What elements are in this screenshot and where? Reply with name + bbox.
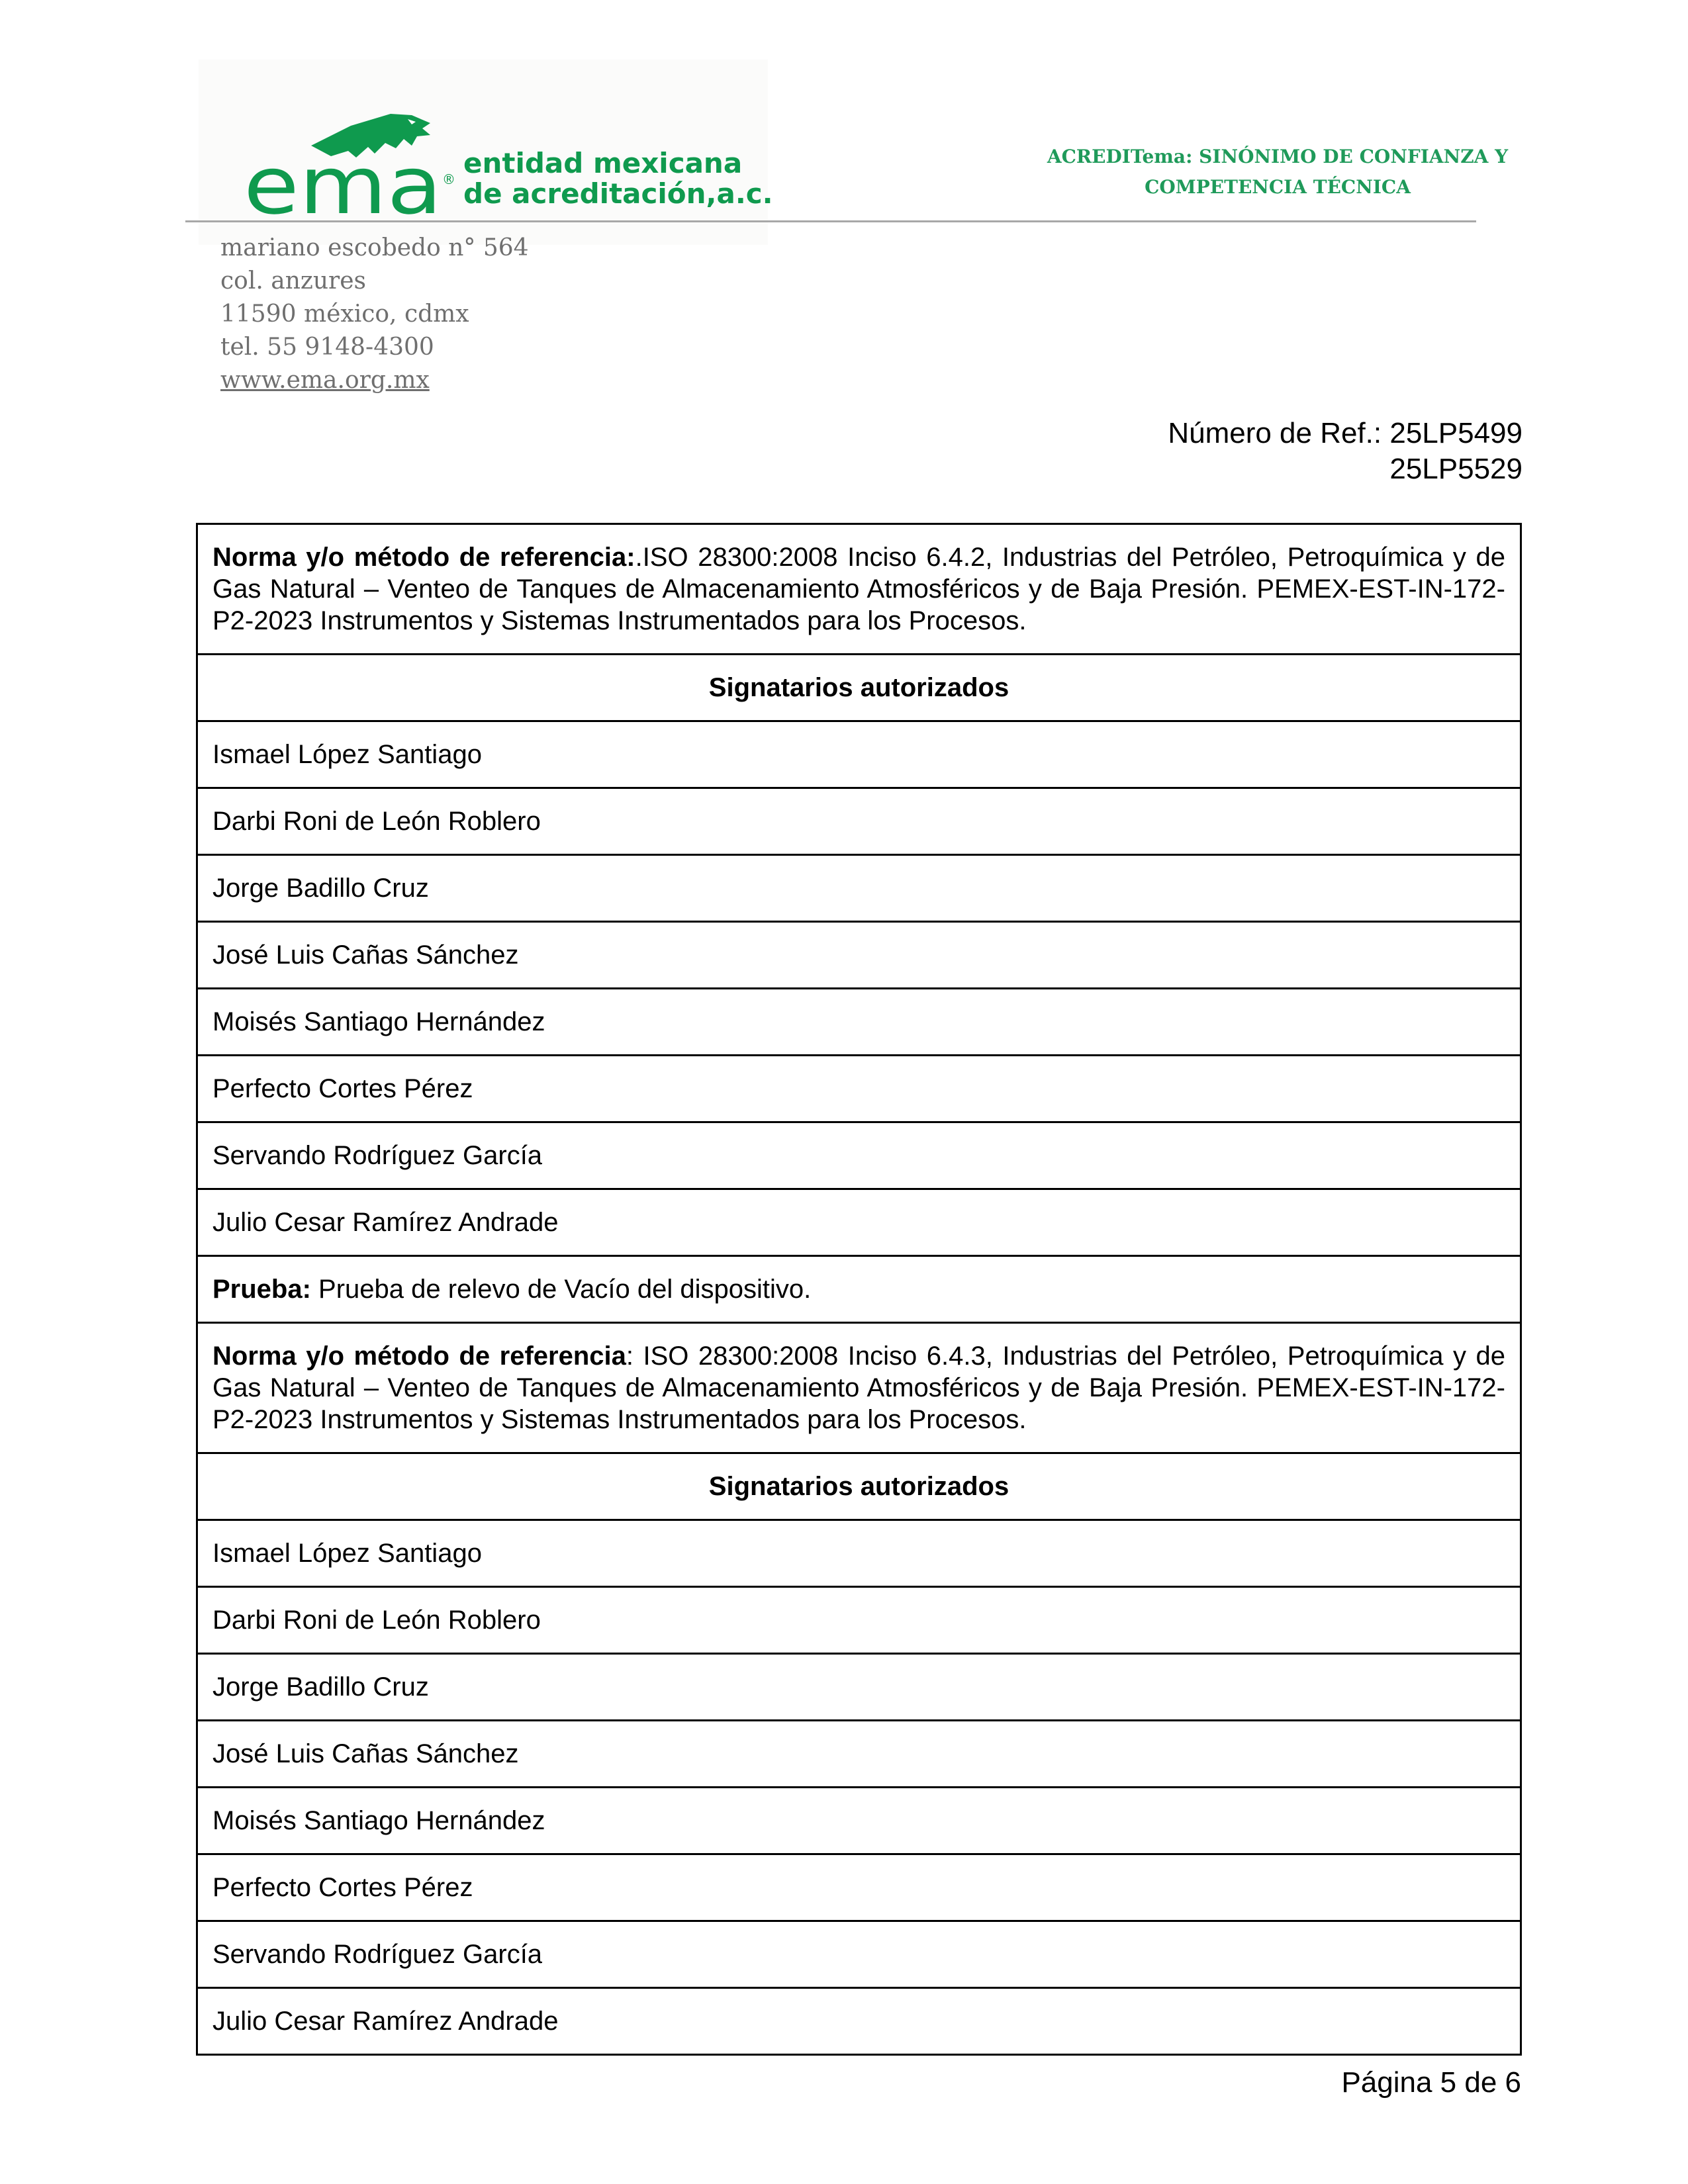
- signatory-name: Perfecto Cortes Pérez: [197, 1056, 1521, 1122]
- logo-wordmark: ema: [244, 140, 442, 218]
- signatories-heading: Signatarios autorizados: [197, 1453, 1521, 1520]
- norm-label: Norma y/o método de referencia:: [212, 543, 635, 572]
- table-row: [197, 1256, 1521, 1323]
- address-street: mariano escobedo n° 564: [220, 234, 529, 261]
- registered-mark: ®: [442, 171, 455, 187]
- table-row: [197, 1788, 1521, 1854]
- signatory-name: Julio Cesar Ramírez Andrade: [197, 1988, 1521, 2055]
- signatory-name: Moisés Santiago Hernández: [197, 989, 1521, 1056]
- test-text: Prueba de relevo de Vacío del dispositivo.: [310, 1275, 812, 1304]
- table-row: [197, 655, 1521, 721]
- table-row: [197, 1988, 1521, 2055]
- table-row: [197, 1323, 1521, 1453]
- table-row: [197, 1122, 1521, 1189]
- signatory-name: Jorge Badillo Cruz: [197, 1654, 1521, 1721]
- test-cell: [197, 1256, 1521, 1323]
- table-row: [197, 855, 1521, 922]
- eagle-logo-icon: [238, 99, 457, 218]
- signatory-name: Ismael López Santiago: [197, 1520, 1521, 1587]
- org-name-line1: entidad mexicana: [463, 147, 743, 179]
- table-row: [197, 1654, 1521, 1721]
- norm-reference-cell: [197, 1323, 1521, 1453]
- address-block: [220, 232, 529, 397]
- table-row: [197, 524, 1521, 655]
- reference-line1: Número de Ref.: 25LP5499: [1168, 417, 1523, 449]
- signatory-name: Darbi Roni de León Roblero: [197, 788, 1521, 855]
- org-name-line2: de acreditación,a.c.: [463, 177, 773, 210]
- norm-text: : ISO 28300:2008 Inciso 6.4.3, Industrias del Petróleo, Petroquímica y de Gas Natural – Venteo de Tanques de Almacenamiento Atmosféricos y de Baja Presión. PEMEX-EST-IN-172-P2-2023 Instrumentos y Sistemas Instrumentados para los Procesos.: [212, 1342, 1505, 1434]
- table-row: [197, 1587, 1521, 1654]
- table-row: [197, 989, 1521, 1056]
- signatory-name: Ismael López Santiago: [197, 721, 1521, 788]
- signatories-heading: Signatarios autorizados: [197, 655, 1521, 721]
- table-row: [197, 1189, 1521, 1256]
- table-row: [197, 788, 1521, 855]
- test-label: Prueba:: [212, 1275, 311, 1304]
- norm-reference-cell: [197, 524, 1521, 655]
- norm-text: .ISO 28300:2008 Inciso 6.4.2, Industrias del Petróleo, Petroquímica y de Gas Natural – Venteo de Tanques de Almacenamiento Atmosféricos y de Baja Presión. PEMEX-EST-IN-172-P2-2023 Instrumentos y Sistemas Instrumentados para los Procesos.: [212, 543, 1505, 635]
- signatory-name: Servando Rodríguez García: [197, 1122, 1521, 1189]
- signatory-name: José Luis Cañas Sánchez: [197, 922, 1521, 989]
- table-row: [197, 1921, 1521, 1988]
- slogan-line2: COMPETENCIA TÉCNICA: [1145, 176, 1411, 198]
- table-row: [197, 922, 1521, 989]
- table-row: [197, 721, 1521, 788]
- header-slogan: [1019, 142, 1536, 203]
- norm-label: Norma y/o método de referencia: [212, 1342, 626, 1371]
- table-row: [197, 1520, 1521, 1587]
- table-row: [197, 1854, 1521, 1921]
- address-city: 11590 méxico, cdmx: [220, 300, 469, 328]
- signatory-name: Moisés Santiago Hernández: [197, 1788, 1521, 1854]
- address-phone: tel. 55 9148-4300: [220, 334, 434, 361]
- signatories-table: [196, 523, 1522, 2056]
- table-row: [197, 1056, 1521, 1122]
- page-number: Página 5 de 6: [1341, 2066, 1521, 2099]
- reference-number: [1168, 416, 1523, 487]
- signatory-name: Perfecto Cortes Pérez: [197, 1854, 1521, 1921]
- reference-line2: 25LP5529: [1389, 453, 1523, 485]
- signatory-name: Jorge Badillo Cruz: [197, 855, 1521, 922]
- ema-logo: [199, 60, 773, 245]
- signatory-name: Darbi Roni de León Roblero: [197, 1587, 1521, 1654]
- header-divider: [185, 220, 1476, 222]
- signatory-name: Julio Cesar Ramírez Andrade: [197, 1189, 1521, 1256]
- slogan-line1: ACREDITema: SINÓNIMO DE CONFIANZA Y: [1047, 146, 1509, 167]
- table-row: [197, 1721, 1521, 1788]
- website-link[interactable]: www.ema.org.mx: [220, 367, 430, 394]
- table-row: [197, 1453, 1521, 1520]
- signatory-name: Servando Rodríguez García: [197, 1921, 1521, 1988]
- signatory-name: José Luis Cañas Sánchez: [197, 1721, 1521, 1788]
- address-colonia: col. anzures: [220, 267, 367, 295]
